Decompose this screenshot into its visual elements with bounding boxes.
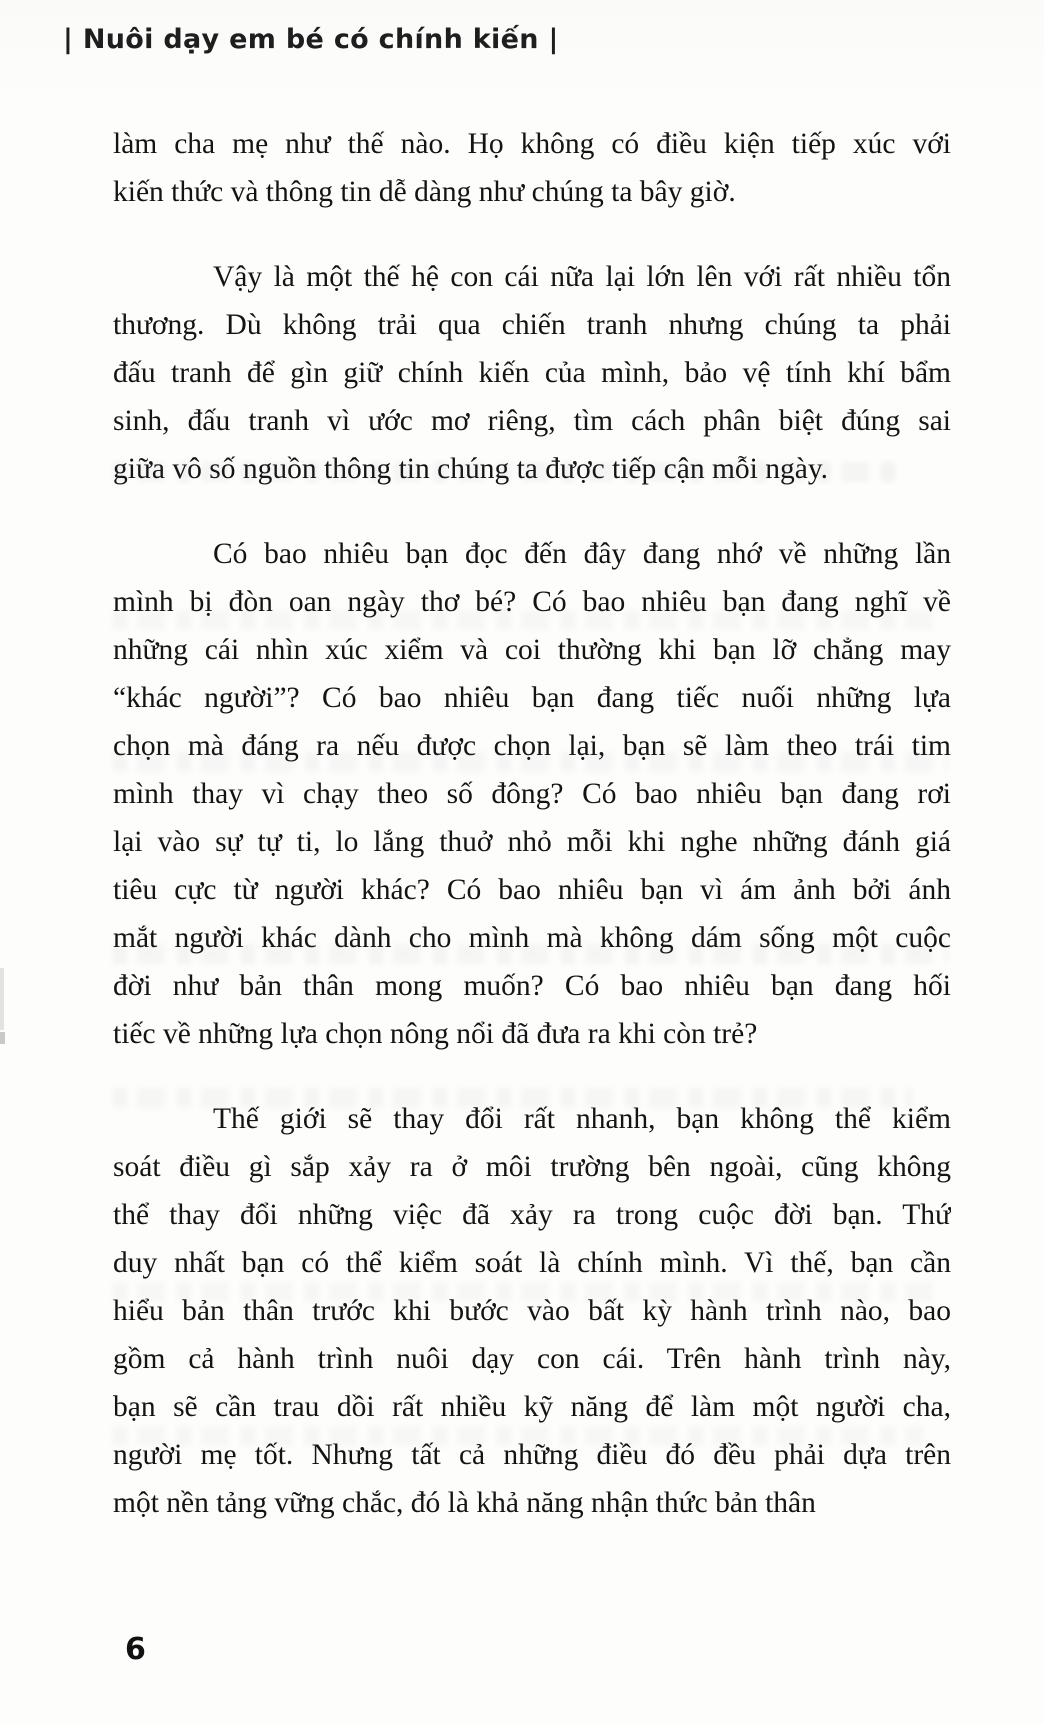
text-line: tiêu cực từ người khác? Có bao nhiêu bạn vì ám ảnh bởi ánh <box>113 874 951 906</box>
text-line: lại vào sự tự ti, lo lắng thuở nhỏ mỗi khi nghe những đánh giá <box>113 826 951 858</box>
text-line: chọn mà đáng ra nếu được chọn lại, bạn sẽ làm theo trái tim <box>113 730 951 762</box>
running-header: | Nuôi dạy em bé có chính kiến | <box>63 24 559 55</box>
text-line: Thế giới sẽ thay đổi rất nhanh, bạn không thể kiểm <box>213 1103 951 1135</box>
text-line: tiếc về những lựa chọn nông nổi đã đưa ra khi còn trẻ? <box>113 1018 758 1050</box>
text-line: mắt người khác dành cho mình mà không dám sống một cuộc <box>113 922 951 954</box>
text-line: soát điều gì sắp xảy ra ở môi trường bên ngoài, cũng không <box>113 1151 951 1183</box>
text-line: duy nhất bạn có thể kiểm soát là chính mình. Vì thế, bạn cần <box>113 1247 951 1279</box>
text-line: một nền tảng vững chắc, đó là khả năng nhận thức bản thân <box>113 1487 816 1519</box>
text-line: mình bị đòn oan ngày thơ bé? Có bao nhiêu bạn đang nghĩ về <box>113 586 951 618</box>
page-number: 6 <box>125 1632 146 1667</box>
text-body <box>113 120 951 1527</box>
scan-edge-artifact <box>0 1032 5 1044</box>
text-line: đời như bản thân mong muốn? Có bao nhiêu bạn đang hối <box>113 970 951 1002</box>
text-line: người mẹ tốt. Nhưng tất cả những điều đó đều phải dựa trên <box>113 1439 951 1471</box>
text-line: kiến thức và thông tin dễ dàng như chúng ta bây giờ. <box>113 176 736 208</box>
text-line: thương. Dù không trải qua chiến tranh nhưng chúng ta phải <box>113 309 951 341</box>
text-line: làm cha mẹ như thế nào. Họ không có điều kiện tiếp xúc với <box>113 128 951 160</box>
paragraph <box>113 120 951 216</box>
scan-edge-artifact <box>0 968 4 1030</box>
text-line: bạn sẽ cần trau dồi rất nhiều kỹ năng để làm một người cha, <box>113 1391 951 1423</box>
text-line: thể thay đổi những việc đã xảy ra trong cuộc đời bạn. Thứ <box>113 1199 951 1231</box>
paragraph <box>113 530 951 1058</box>
text-line: sinh, đấu tranh vì ước mơ riêng, tìm cách phân biệt đúng sai <box>113 405 951 437</box>
text-line: mình thay vì chạy theo số đông? Có bao nhiêu bạn đang rơi <box>113 778 951 810</box>
text-line: những cái nhìn xúc xiểm và coi thường khi bạn lỡ chẳng may <box>113 634 951 666</box>
text-line: “khác người”? Có bao nhiêu bạn đang tiếc nuối những lựa <box>113 682 951 714</box>
paragraph <box>113 253 951 493</box>
text-line: Có bao nhiêu bạn đọc đến đây đang nhớ về những lần <box>213 538 951 570</box>
text-line: Vậy là một thế hệ con cái nữa lại lớn lên với rất nhiều tổn <box>213 261 951 293</box>
text-line: giữa vô số nguồn thông tin chúng ta được tiếp cận mỗi ngày. <box>113 453 829 485</box>
text-line: hiểu bản thân trước khi bước vào bất kỳ hành trình nào, bao <box>113 1295 951 1327</box>
text-line: đấu tranh để gìn giữ chính kiến của mình, bảo vệ tính khí bẩm <box>113 357 951 389</box>
paragraph <box>113 1095 951 1527</box>
text-line: gồm cả hành trình nuôi dạy con cái. Trên hành trình này, <box>113 1343 951 1375</box>
